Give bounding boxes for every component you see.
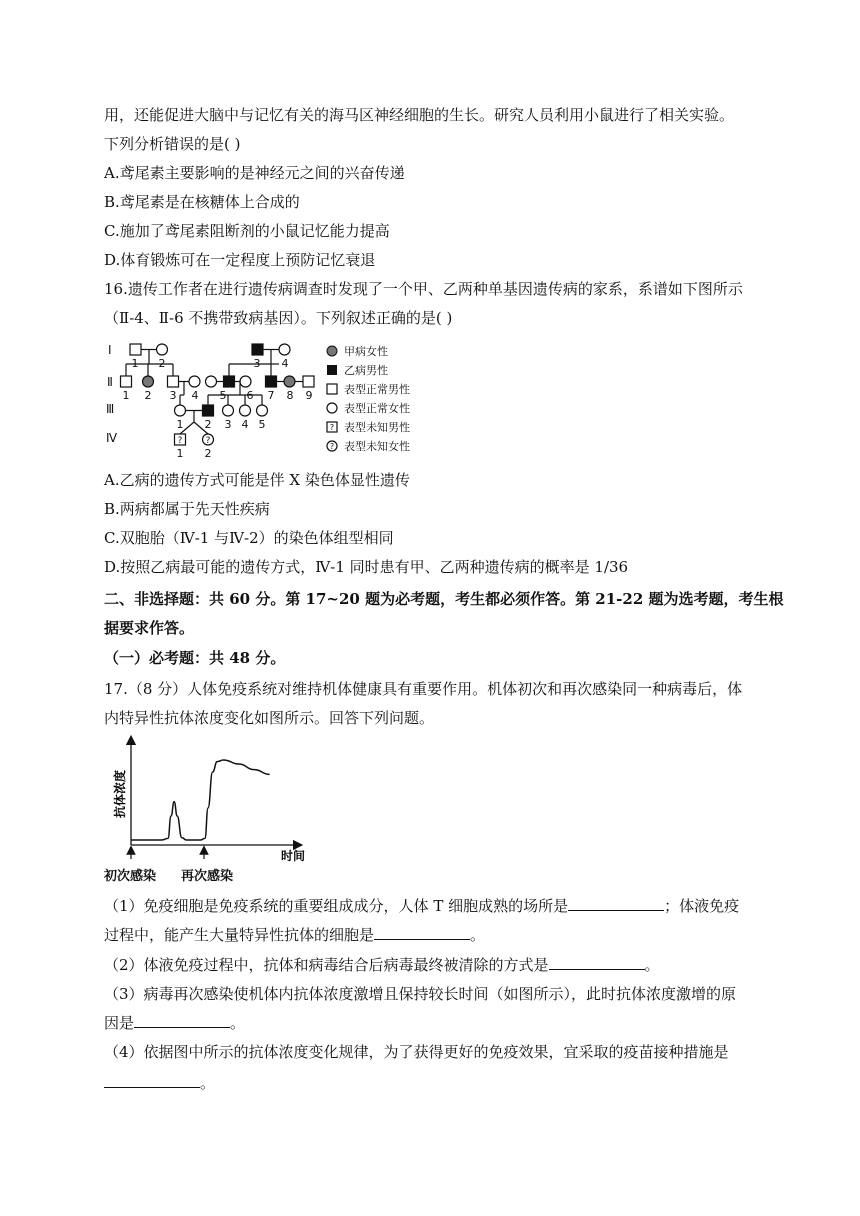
- legend-label: 表型正常女性: [344, 402, 410, 415]
- answer-blank[interactable]: [134, 1013, 230, 1028]
- q17-part-3-line-1: [104, 983, 736, 1005]
- individual-number: 1: [176, 418, 184, 431]
- individual-number: 8: [286, 389, 294, 402]
- legend-label: 表型未知女性: [344, 440, 410, 453]
- q17-part-1-line-2: [104, 924, 485, 946]
- q17-part-text: ；体液免疫: [664, 897, 740, 915]
- q16-stem-line-2: （Ⅱ-4、Ⅱ-6 不携带致病基因）。下列叙述正确的是( ): [104, 309, 453, 327]
- q17-part-2: [104, 954, 660, 976]
- q16-option-a: A.乙病的遗传方式可能是伴 X 染色体显性遗传: [104, 471, 410, 489]
- individual-number: 2: [204, 418, 212, 431]
- legend-label: 乙病男性: [344, 364, 388, 377]
- q17-stem-line-1: 17.（8 分）人体免疫系统对维持机体健康具有重要作用。机体初次和再次感染同一种病毒后，体: [104, 680, 743, 698]
- section-2-subheading: （一）必考题：共 48 分。: [104, 649, 286, 667]
- unknown-mark: ?: [205, 436, 211, 446]
- q17-part-text: 因是: [104, 1014, 135, 1032]
- pedigree-female-normal: [240, 376, 251, 387]
- first-infection-label: 初次感染: [104, 869, 157, 884]
- q16-option-b: B.两病都属于先天性疾病: [104, 500, 270, 518]
- antibody-concentration-chart: [100, 734, 315, 862]
- pedigree-female-disease-a: [143, 376, 154, 387]
- q17-part-text: 。: [230, 1014, 246, 1032]
- individual-number: 9: [305, 389, 313, 402]
- unknown-mark: ?: [329, 423, 335, 432]
- q15-stem-line-2: 下列分析错误的是( ): [104, 135, 241, 153]
- q17-part-text: （2）体液免疫过程中，抗体和病毒结合后病毒最终被清除的方式是: [104, 956, 549, 974]
- individual-number: 5: [219, 389, 227, 402]
- q17-part-text: 。: [200, 1074, 216, 1092]
- individual-number: 1: [122, 389, 130, 402]
- pedigree-female-normal: [189, 376, 200, 387]
- individual-number: 3: [169, 389, 177, 402]
- individual-number: 2: [158, 357, 166, 370]
- q17-part-text: （4）依据图中所示的抗体浓度变化规律，为了获得更好的免疫效果，宜采取的疫苗接种措施是: [104, 1043, 729, 1061]
- generation-label-2: Ⅱ: [107, 375, 113, 389]
- pedigree-figure: [104, 338, 444, 460]
- pedigree-female-normal: [279, 344, 290, 355]
- individual-number: 4: [241, 418, 249, 431]
- q15-option-c: C.施加了鸢尾素阻断剂的小鼠记忆能力提高: [104, 222, 390, 240]
- individual-number: 5: [258, 418, 266, 431]
- pedigree-female-normal: [240, 405, 251, 416]
- q17-part-3-line-2: [104, 1012, 245, 1034]
- individual-number: 1: [176, 447, 184, 460]
- individual-number: 2: [204, 447, 212, 460]
- q16-option-c: C.双胞胎（Ⅳ-1 与Ⅳ-2）的染色体组型相同: [104, 529, 394, 547]
- answer-blank[interactable]: [568, 896, 664, 911]
- reinfection-label: 再次感染: [181, 869, 234, 884]
- x-axis-label: 时间: [280, 849, 306, 862]
- generation-label-1: Ⅰ: [108, 343, 112, 357]
- q17-part-text: 。: [470, 926, 486, 944]
- pedigree-female-normal: [257, 405, 268, 416]
- answer-blank[interactable]: [549, 955, 645, 970]
- pedigree-female-disease-a: [284, 376, 295, 387]
- q17-part-1-line-1: [104, 895, 739, 917]
- legend-label: 表型未知男性: [344, 421, 410, 434]
- pedigree-female-normal: [206, 376, 217, 387]
- individual-number: 6: [246, 389, 254, 402]
- unknown-mark: ?: [329, 442, 335, 451]
- answer-blank[interactable]: [104, 1073, 200, 1088]
- pedigree-female-normal: [175, 405, 186, 416]
- q17-stem-line-2: 内特异性抗体浓度变化如图所示。回答下列问题。: [104, 709, 435, 727]
- individual-number: 4: [191, 389, 199, 402]
- pedigree-male-normal: [130, 344, 141, 355]
- legend-label: 甲病女性: [344, 345, 388, 358]
- individual-number: 2: [144, 389, 152, 402]
- pedigree-male-disease-b: [252, 344, 263, 355]
- q15-option-d: D.体育锻炼可在一定程度上预防记忆衰退: [104, 251, 376, 269]
- pedigree-male-disease-b: [203, 405, 214, 416]
- q15-option-b: B.鸢尾素是在核糖体上合成的: [104, 193, 300, 211]
- legend-label: 表型正常男性: [344, 383, 410, 396]
- answer-blank[interactable]: [374, 925, 470, 940]
- q17-part-text: （1）免疫细胞是免疫系统的重要组成成分，人体 T 细胞成熟的场所是: [104, 897, 569, 915]
- q16-stem-line-1: 16.遗传工作者在进行遗传病调查时发现了一个甲、乙两种单基因遗传病的家系，系谱如下图所示: [104, 280, 743, 298]
- generation-label-3: Ⅲ: [106, 402, 115, 416]
- q17-part-4-line-1: [104, 1041, 729, 1063]
- pedigree-female-normal: [157, 344, 168, 355]
- unknown-mark: ?: [177, 436, 183, 446]
- q17-part-text: （3）病毒再次感染使机体内抗体浓度激增且保持较长时间（如图所示），此时抗体浓度激增的原: [104, 985, 737, 1003]
- individual-number: 7: [267, 389, 275, 402]
- pedigree-female-normal: [223, 405, 234, 416]
- pedigree-male-normal: [121, 376, 132, 387]
- q17-part-4-line-2: [104, 1072, 215, 1094]
- individual-number: 1: [131, 357, 139, 370]
- q17-part-text: 过程中，能产生大量特异性抗体的细胞是: [104, 926, 375, 944]
- q15-option-a: A.鸢尾素主要影响的是神经元之间的兴奋传递: [104, 164, 405, 182]
- individual-number: 3: [224, 418, 232, 431]
- pedigree-male-disease-b: [224, 376, 235, 387]
- y-axis-label: 抗体浓度: [113, 769, 127, 819]
- individual-number: 4: [281, 357, 289, 370]
- pedigree-male-disease-b: [266, 376, 277, 387]
- q15-stem-line-1: 用，还能促进大脑中与记忆有关的海马区神经细胞的生长。研究人员利用小鼠进行了相关实验。: [104, 106, 735, 124]
- section-2-heading-cont: 据要求作答。: [104, 619, 195, 637]
- pedigree-legend: [327, 344, 410, 453]
- q16-option-d: D.按照乙病最可能的遗传方式，Ⅳ-1 同时患有甲、乙两种遗传病的概率是 1/36: [104, 558, 629, 576]
- antibody-curve: [131, 760, 270, 840]
- section-2-heading: 二、非选择题：共 60 分。第 17~20 题为必考题，考生都必须作答。第 21-22 题为选考题，考生根: [104, 590, 784, 608]
- generation-label-4: Ⅳ: [106, 431, 118, 445]
- q17-part-text: 。: [644, 956, 660, 974]
- pedigree-male-normal: [303, 376, 314, 387]
- individual-number: 3: [253, 357, 261, 370]
- pedigree-male-normal: [168, 376, 179, 387]
